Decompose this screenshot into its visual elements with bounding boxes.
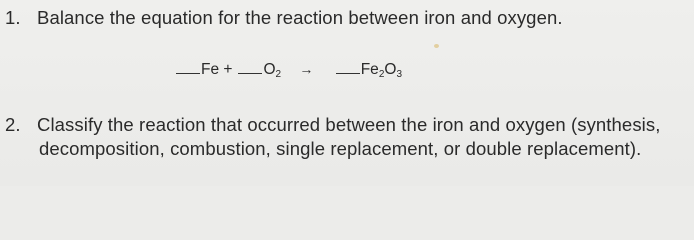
question-2-line-1: Classify the reaction that occurred between the iron and oxygen (synthesis, <box>37 114 661 135</box>
coefficient-blank-fe <box>176 59 200 74</box>
reactant-o-subscript: 2 <box>275 69 282 80</box>
question-2 <box>5 113 691 161</box>
question-1 <box>5 6 563 30</box>
product-o-subscript: 3 <box>396 69 402 80</box>
coefficient-blank-o2 <box>238 59 262 74</box>
paper-speck <box>434 44 439 48</box>
plus-sign: + <box>223 61 233 78</box>
reactant-o: O <box>263 61 276 78</box>
product-fe-subscript: 2 <box>378 69 385 80</box>
product-o: O <box>384 61 397 78</box>
reactant-fe: Fe <box>201 61 220 78</box>
question-2-number: 2. <box>5 114 21 135</box>
chemical-equation <box>176 58 402 86</box>
product-fe: Fe <box>360 61 379 78</box>
question-2-line-2: decomposition, combustion, single replacement, or double replacement). <box>39 138 642 159</box>
question-1-number: 1. <box>5 7 21 28</box>
reaction-arrow: → <box>299 61 314 77</box>
question-1-text: Balance the equation for the reaction between iron and oxygen. <box>37 7 563 28</box>
coefficient-blank-fe2o3 <box>336 59 360 74</box>
